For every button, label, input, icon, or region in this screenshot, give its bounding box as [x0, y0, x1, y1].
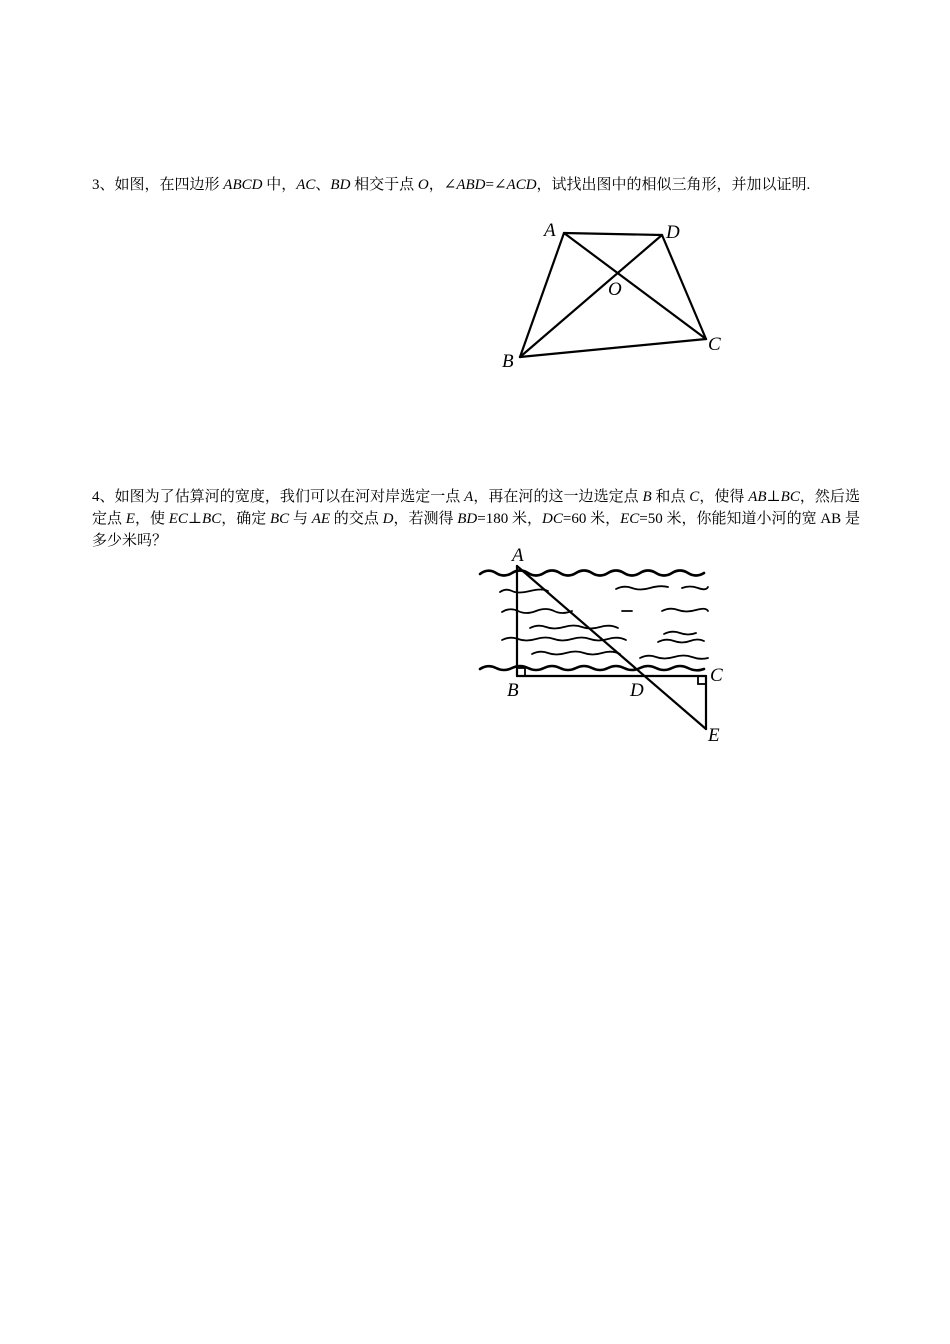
label-B: B [502, 351, 514, 372]
text-segment: 如图，在四边形 [114, 177, 224, 193]
text-segment: ，∠ [428, 177, 457, 193]
text-segment: 和点 [651, 489, 690, 505]
text-segment: ，使 [134, 511, 169, 527]
segment-AE [517, 566, 706, 729]
problem-number: 4 [92, 489, 100, 505]
problem-number: 3 [92, 177, 100, 193]
label-A: A [512, 545, 524, 566]
wave-line [640, 656, 708, 659]
label-E: E [708, 725, 720, 746]
text-segment: ，确定 [221, 511, 271, 527]
text-segment: ⊥ [187, 511, 203, 527]
math-var: AE [311, 511, 331, 527]
text-segment: =∠ [485, 177, 507, 193]
problem-3-text [92, 174, 860, 196]
text-segment: ，再在河的这一边选定点 [473, 489, 643, 505]
quadrilateral-figure [490, 215, 730, 375]
wave-line [662, 609, 708, 612]
math-var: D [382, 511, 394, 527]
text-segment: ，试找出图中的相似三角形，并加以证明. [536, 177, 811, 193]
text-segment: ，使得 [699, 489, 749, 505]
text-segment: 中， [262, 177, 297, 193]
problem-3 [92, 174, 860, 196]
text-segment: =180 米， [477, 511, 543, 527]
label-D: D [666, 222, 680, 243]
math-var: AC [296, 177, 316, 193]
math-var: ABCD [223, 177, 263, 193]
label-A: A [544, 220, 556, 241]
math-var: O [417, 177, 429, 193]
wave-line [664, 632, 696, 635]
river-figure [472, 540, 732, 750]
segment-BC [520, 339, 706, 357]
wave-line [502, 638, 626, 641]
text-segment: ，若测得 [393, 511, 458, 527]
math-var: BD [330, 177, 351, 193]
math-var: ACD [506, 177, 537, 193]
label-C: C [708, 334, 721, 355]
text-segment: 、 [99, 489, 115, 505]
math-var: DC [542, 511, 563, 527]
wave-line [682, 587, 708, 590]
label-B: B [507, 680, 519, 701]
math-var: A [464, 489, 474, 505]
math-var: AB [748, 489, 767, 505]
wave-line [658, 640, 704, 643]
river-near-bank [480, 666, 704, 670]
math-var: C [689, 489, 700, 505]
wave-line [532, 652, 620, 655]
math-var: BC [270, 511, 290, 527]
wave-line [502, 609, 572, 613]
math-var: B [642, 489, 652, 505]
text-segment: 、 [315, 177, 331, 193]
wave-line [500, 590, 548, 593]
text-segment: ，然后选定点 [92, 489, 860, 527]
label-C: C [710, 665, 723, 686]
text-segment: ⊥ [766, 489, 781, 505]
text-segment: 相交于点 [350, 177, 418, 193]
segment-AD [564, 233, 662, 235]
math-var: ABD [456, 177, 486, 193]
math-var: EC [620, 511, 640, 527]
math-var: EC [168, 511, 188, 527]
math-var: BC [780, 489, 800, 505]
text-segment: 的交点 [330, 511, 383, 527]
text-segment: 、 [99, 177, 115, 193]
text-segment: 与 [289, 511, 312, 527]
wave-line [616, 586, 668, 589]
math-var: E [125, 511, 135, 527]
river-far-bank [480, 571, 704, 576]
text-segment: =50 米，你能知道小河的宽 AB 是多少米吗？ [92, 511, 860, 549]
right-angle-mark-C [698, 676, 706, 684]
text-segment: 如图为了估算河的宽度，我们可以在河对岸选定一点 [114, 489, 465, 505]
text-segment: =60 米， [562, 511, 621, 527]
math-var: BD [457, 511, 478, 527]
wave-line [530, 626, 618, 629]
label-D: D [630, 680, 644, 701]
label-O: O [608, 279, 622, 300]
right-angle-mark-B [517, 668, 525, 676]
math-var: BC [202, 511, 222, 527]
